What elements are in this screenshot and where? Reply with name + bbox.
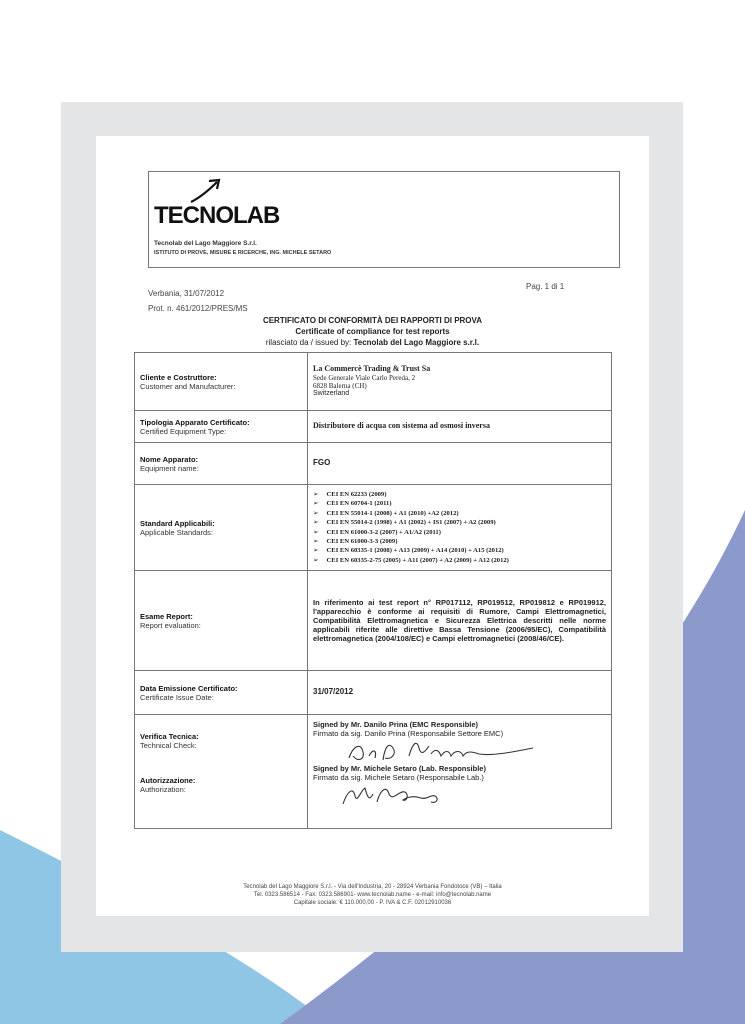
authorization-label-en: Authorization: <box>140 785 186 794</box>
certificate-title-it: CERTIFICATO DI CONFORMITÀ DEI RAPPORTI DI PROVA <box>262 316 483 325</box>
footer-capital: Capitale sociale: € 110.000,00 - P. IVA & C.F. 02012910036 <box>293 900 452 906</box>
logo-arrow-icon <box>189 178 223 204</box>
company-name: Tecnolab del Lago Maggiore S.r.l. <box>154 240 257 247</box>
standard-item: ➢ CEI EN 60335-1 (2008) + A13 (2009) + A14 (2010) + A15 (2012) <box>313 546 606 555</box>
page-number: Pag. 1 di 1 <box>526 282 565 291</box>
name-label-it: Nome Apparato: <box>140 454 199 464</box>
standard-item: ➢ CEI EN 60335-2-75 (2005) + A11 (2007) + A2 (2009) + A12 (2012) <box>313 556 606 565</box>
row-signatures <box>135 715 612 829</box>
client-label-cell <box>135 353 308 411</box>
technical-label-en: Technical Check: <box>140 741 197 750</box>
client-name: La Commercè Trading & Trust Sa <box>313 364 431 374</box>
client-label-it: Cliente e Costruttore: <box>140 372 217 382</box>
authorization-label-it: Autorizzazione: <box>140 776 196 785</box>
authorization-signature <box>313 782 543 808</box>
row-issue-date <box>135 671 612 715</box>
letterhead <box>148 171 620 268</box>
authorization-signed-it: Firmato da sig. Michele Setaro (Responsabile Lab.) <box>313 773 484 782</box>
standards-value-cell <box>308 485 612 571</box>
type-label-en: Certified Equipment Type: <box>140 426 227 436</box>
signatures-value-cell <box>308 715 612 829</box>
standard-item: ➢ CEI EN 62233 (2009) <box>313 490 606 499</box>
standards-label-en: Applicable Standards: <box>140 527 213 537</box>
standards-label-it: Standard Applicabili: <box>140 518 215 528</box>
issued-by-prefix: rilasciato da / issued by: <box>265 338 354 347</box>
standard-item: ➢ CEI EN 55014-1 (2008) + A1 (2010) +A2 (2012) <box>313 509 606 518</box>
client-address-1: Sede Generale Viale Carlo Pereda, 2 <box>313 373 416 382</box>
signatures-label-cell <box>135 715 308 829</box>
authorization-signed-en: Signed by Mr. Michele Setaro (Lab. Responsible) <box>313 764 486 773</box>
standard-item: ➢ CEI EN 55014-2 (1998) + A1 (2002) + IS1 (2007) + A2 (2009) <box>313 518 606 527</box>
technical-signed-it: Firmato da sig. Danilo Prina (Responsabile Settore EMC) <box>313 729 504 738</box>
row-evaluation <box>135 571 612 671</box>
issue-date-value: 31/07/2012 <box>313 687 354 697</box>
client-country: Switzerland <box>313 390 350 398</box>
row-standards <box>135 485 612 571</box>
client-label-en: Customer and Manufacturer: <box>140 381 236 391</box>
place-date: Verbania, 31/07/2012 <box>148 289 225 298</box>
row-client <box>135 353 612 411</box>
institute-name: ISTITUTO DI PROVE, MISURE E RICERCHE, ING. MICHELE SETARO <box>154 250 332 256</box>
standard-item: ➢ CEI EN 60704-1 (2011) <box>313 499 606 508</box>
row-equipment-name <box>135 443 612 485</box>
name-value-cell <box>308 443 612 485</box>
certificate-page <box>96 136 649 916</box>
standards-list <box>313 490 606 566</box>
type-value-cell <box>308 411 612 443</box>
standard-item: ➢ CEI EN 61000-3-2 (2007) + A1/A2 (2011) <box>313 528 606 537</box>
evaluation-label-en: Report evaluation: <box>140 620 201 630</box>
logo-text: TECNOLAB <box>154 202 280 229</box>
name-label-cell <box>135 443 308 485</box>
client-address-2: 6828 Balerna (CH) <box>313 382 367 391</box>
standards-label-cell <box>135 485 308 571</box>
row-equipment-type <box>135 411 612 443</box>
client-value-cell <box>308 353 612 411</box>
footer-contacts: Tel. 0323.586514 - Fax: 0323.586901- www.tecnolab.name - e-mail: info@tecnolab.name <box>253 892 492 898</box>
evaluation-label-cell <box>135 571 308 671</box>
type-label-cell <box>135 411 308 443</box>
issue-date-label-it: Data Emissione Certificato: <box>140 683 238 693</box>
technical-label-it: Verifica Tecnica: <box>140 732 199 741</box>
footer-address: Tecnolab del Lago Maggiore S.r.l. - Via dell'Industria, 20 - 28924 Verbania Fondotoce (VB) – Italia <box>243 884 502 890</box>
equipment-name-value: FGO <box>313 458 331 468</box>
evaluation-value-cell <box>308 571 612 671</box>
certificate-title-en: Certificate of compliance for test reports <box>295 327 450 336</box>
technical-signed-en: Signed by Mr. Danilo Prina (EMC Responsible) <box>313 720 479 729</box>
issue-date-label-en: Certificate Issue Date: <box>140 692 214 702</box>
standard-item: ➢ CEI EN 61000-3-3 (2009) <box>313 537 606 546</box>
certificate-table <box>134 352 612 829</box>
name-label-en: Equipment name: <box>140 463 199 473</box>
type-label-it: Tipologia Apparato Certificato: <box>140 417 250 427</box>
issued-by-name: Tecnolab del Lago Maggiore s.r.l. <box>353 338 480 347</box>
evaluation-text: In riferimento ai test report n° RP017112, RP019512, RP019812 e RP019912, l'apparecchio è conforme ai requisiti di Rumore, Campi Elettromagnetici, Compatibilità Elettromagnetica e Sicurezza Elettrica descritti nelle norme applicabili riferite alle direttive Bassa Tensione (2006/95/EC), Compatibilità elettromagnetica (2004/108/EC) e Campi elettromagnetici (2008/46/CE). <box>313 597 606 644</box>
issue-date-value-cell <box>308 671 612 715</box>
evaluation-label-it: Esame Report: <box>140 611 193 621</box>
protocol-number: Prot. n. 461/2012/PRES/MS <box>148 304 248 313</box>
issued-by-line <box>96 338 649 347</box>
equipment-type-value: Distributore di acqua con sistema ad osmosi inversa <box>313 421 490 431</box>
issue-date-label-cell <box>135 671 308 715</box>
technical-signature <box>313 738 543 764</box>
